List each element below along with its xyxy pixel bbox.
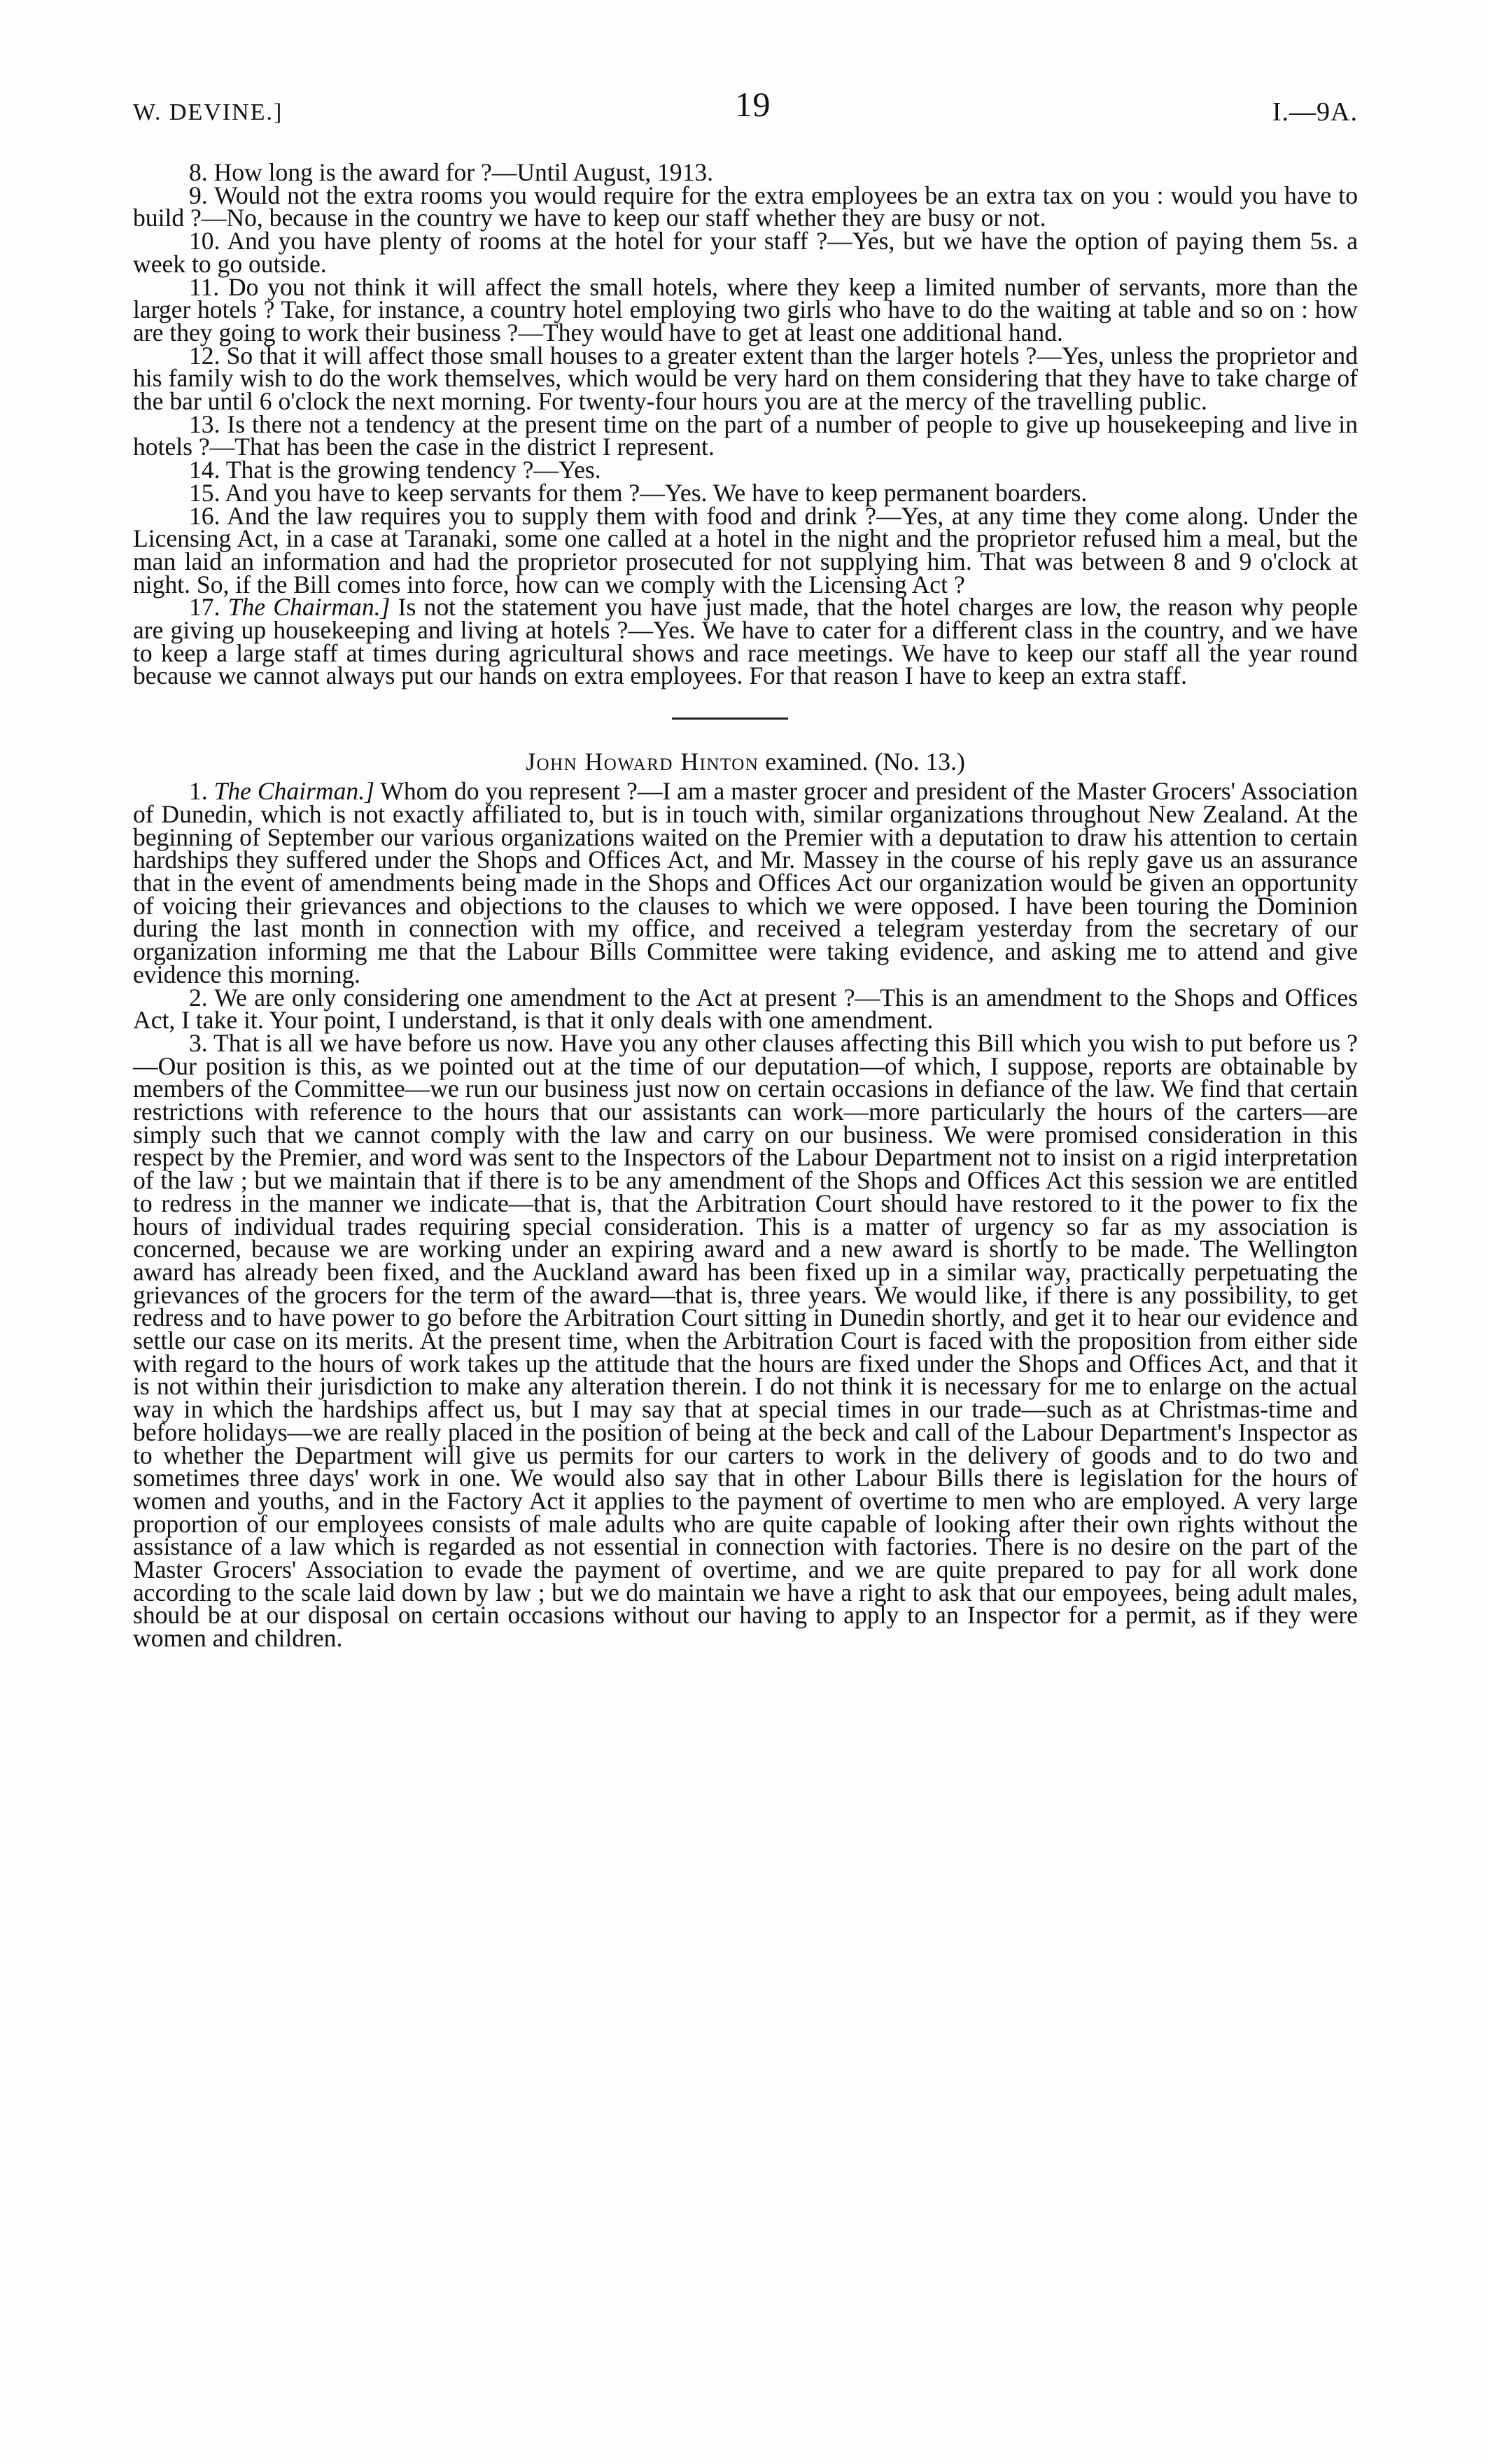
testimony-part-1 [133, 158, 1358, 690]
paragraph-text: Would not the extra rooms you would require for the extra employees be an extra tax on you : would you have to build ?—No, because in the country we have to keep our staff whether they are busy or not. [133, 181, 1358, 232]
question-number: 8. [189, 158, 208, 186]
question-number: 11. [189, 272, 220, 301]
paragraph-text: We are only considering one amendment to the Act at present ?—This is an amendment to the Shops and Offices Act, I take it. Your point, I understand, is that it only deals with one amendment. [133, 983, 1358, 1035]
paragraph-text: Is not the statement you have just made, that the hotel charges are low, the reason why people are giving up housekeeping and living at hotels ?—Yes. We have to cater for a different class in the country, and we have to keep a large staff at times during agricultural shows and race meetings. We have to keep our staff all the year round because we cannot always put our hands on extra employees. For that reason I have to keep an extra staff. [133, 593, 1358, 690]
question-number: 1. [189, 777, 208, 806]
divider-rule [672, 718, 788, 720]
witness-examined-label: examined. [765, 748, 869, 776]
question-number: 16. [189, 501, 220, 530]
paragraph-text: Is there not a tendency at the present time on the part of a number of people to give up housekeeping and live in hotels ?—That has been the case in the district I represent. [133, 410, 1358, 461]
question-number: 14. [189, 456, 220, 484]
paragraph-text: And you have to keep servants for them ?—Yes. We have to keep permanent boarders. [225, 478, 1088, 507]
witness-number: (No. 13.) [874, 748, 965, 776]
question-number: 9. [189, 181, 208, 209]
paragraph-text: That is the growing tendency ?—Yes. [225, 456, 601, 484]
paragraph-text: How long is the award for ?—Until August, 1913. [213, 158, 714, 186]
question-number: 2. [189, 983, 208, 1011]
paragraph-text: And you have plenty of rooms at the hotel for your staff ?—Yes, but we have the option of paying them 5s. a week to go outside. [133, 227, 1358, 278]
paragraph-10 [133, 227, 1358, 278]
paragraph-2 [133, 983, 1358, 1035]
paragraph-3 [133, 1028, 1358, 1653]
question-number: 15. [189, 478, 220, 507]
body-text [133, 158, 1358, 1653]
paragraph-text: So that it will affect those small houses to a greater extent than the larger hotels ?—Yes, unless the proprietor and his family wish to do the work themselves, which would be very hard on them considering that they have to take charge of the bar until 6 o'clock the next morning. For twenty-four hours you are at the mercy of the travelling public. [133, 341, 1358, 416]
paragraph-12 [133, 341, 1358, 416]
running-head [133, 84, 1358, 140]
speaker-label: The Chairman.] [213, 777, 374, 806]
paragraph-9 [133, 181, 1358, 232]
paragraph-text: And the law requires you to supply them with food and drink ?—Yes, at any time they come along. Under the Licensing Act, in a case at Taranaki, some one called at a hotel in the night and the proprietor refused him a meal, but the man laid an information and had the proprietor prosecuted for not supplying him. That was between 8 and 9 o'clock at night. So, if the Bill comes into force, how can we comply with the Licensing Act ? [133, 501, 1358, 598]
question-number: 3. [189, 1028, 208, 1057]
witness-name: John Howard Hinton [526, 748, 759, 776]
page-number: 19 [735, 85, 771, 124]
paragraph-11 [133, 272, 1358, 346]
paragraph-17 [133, 593, 1358, 690]
testimony-part-2 [133, 777, 1358, 1653]
question-number: 12. [189, 341, 220, 370]
paragraph-text: Whom do you represent ?—I am a master grocer and president of the Master Grocers' Association of Dunedin, which is not exactly affiliated to, but is in touch with, similar organizations throughout New Zealand. At the beginning of September our various organizations waited on the Premier with a deputation to draw his attention to certain hardships they suffered under the Shops and Offices Act, and Mr. Massey in the course of his reply gave us an assurance that in the event of amendments being made in the Shops and Offices Act our organization would be given an opportunity of voicing their grievances and objections to the clauses to which we were opposed. I have been touring the Dominion during the last month in connection with my office, and received a telegram yesterday from the secretary of our organization informing me that the Labour Bills Committee were taking evidence, and asking me to attend and give evidence this morning. [133, 777, 1358, 988]
section-divider [133, 687, 1358, 750]
witness-heading [133, 750, 1358, 780]
paragraph-13 [133, 410, 1358, 461]
paragraph-text: That is all we have before us now. Have you any other clauses affecting this Bill which you wish to put before us ?—Our position is this, as we pointed out at the time of our deputation—of which, I suppose, reports are obtainable by members of the Committee—we run our business just now on certain occasions in defiance of the law. We find that certain restrictions with reference to the hours that our assistants can work—more particularly the hours of the carters—are simply such that we cannot comply with the law and carry on our business. We were promised consideration in this respect by the Premier, and word was sent to the Inspectors of the Labour Department not to insist on a rigid interpretation of the law ; but we maintain that if there is to be any amendment of the Shops and Offices Act this session we are entitled to redress in the manner we indicate—that is, that the Arbitration Court should have restored to it the power to fix the hours of individual trades requiring special consideration. This is a matter of urgency so far as my association is concerned, because we are working under an expiring award and a new award is shortly to be made. The Wellington award has already been fixed, and the Auckland award has been fixed up in a similar way, practically perpetuating the grievances of the grocers for the term of the award—that is, three years. We would like, if there is any possibility, to get redress and to have power to go before the Arbitration Court sitting in Dunedin shortly, and get it to hear our evidence and settle our case on its merits. At the present time, when the Arbitration Court is faced with the proposition from either side with regard to the hours of work takes up the attitude that the hours are fixed under the Shops and Offices Act, and that it is not within their jurisdiction to make any alteration therein. I do not think it is necessary for me to enlarge on the actual way in which the hardships affect us, but I may say that at special times in our trade—such as at Christmas-time and before holidays—we are really placed in the position of being at the beck and call of the Labour Department's Inspector as to whether the Department will give us permits for our carters to work in the delivery of goods and to do two and sometimes three days' work in one. We would also say that in other Labour Bills there is legislation for the hours of women and youths, and in the Factory Act it applies to the payment of overtime to men who are employed. A very large proportion of our employees consists of male adults who are quite capable of looking after their own rights without the assistance of a law which is regarded as not essential in connection with factories. There is no desire on the part of the Master Grocers' Association to evade the payment of overtime, and we are quite prepared to pay for all work done according to the scale laid down by law ; but we do maintain we have a right to ask that our empoyees, being adult males, should be at our disposal on certain occasions without our having to apply to an Inspector for a permit, as if they were women and children. [133, 1028, 1358, 1653]
speaker-label: The Chairman.] [227, 593, 391, 622]
question-number: 13. [189, 410, 220, 438]
question-number: 10. [189, 227, 220, 255]
paragraph-16 [133, 501, 1358, 598]
question-number: 17. [189, 593, 220, 622]
running-head-witness: W. DEVINE.] [133, 99, 283, 125]
paper-reference: I.—9A. [1272, 97, 1358, 127]
paragraph-text: Do you not think it will affect the small hotels, where they keep a limited number of servants, more than the larger hotels ? Take, for instance, a country hotel employing two girls who have to do the waiting at table and so on : how are they going to work their business ?—They would have to get at least one additional hand. [133, 272, 1358, 346]
paragraph-1 [133, 777, 1358, 988]
